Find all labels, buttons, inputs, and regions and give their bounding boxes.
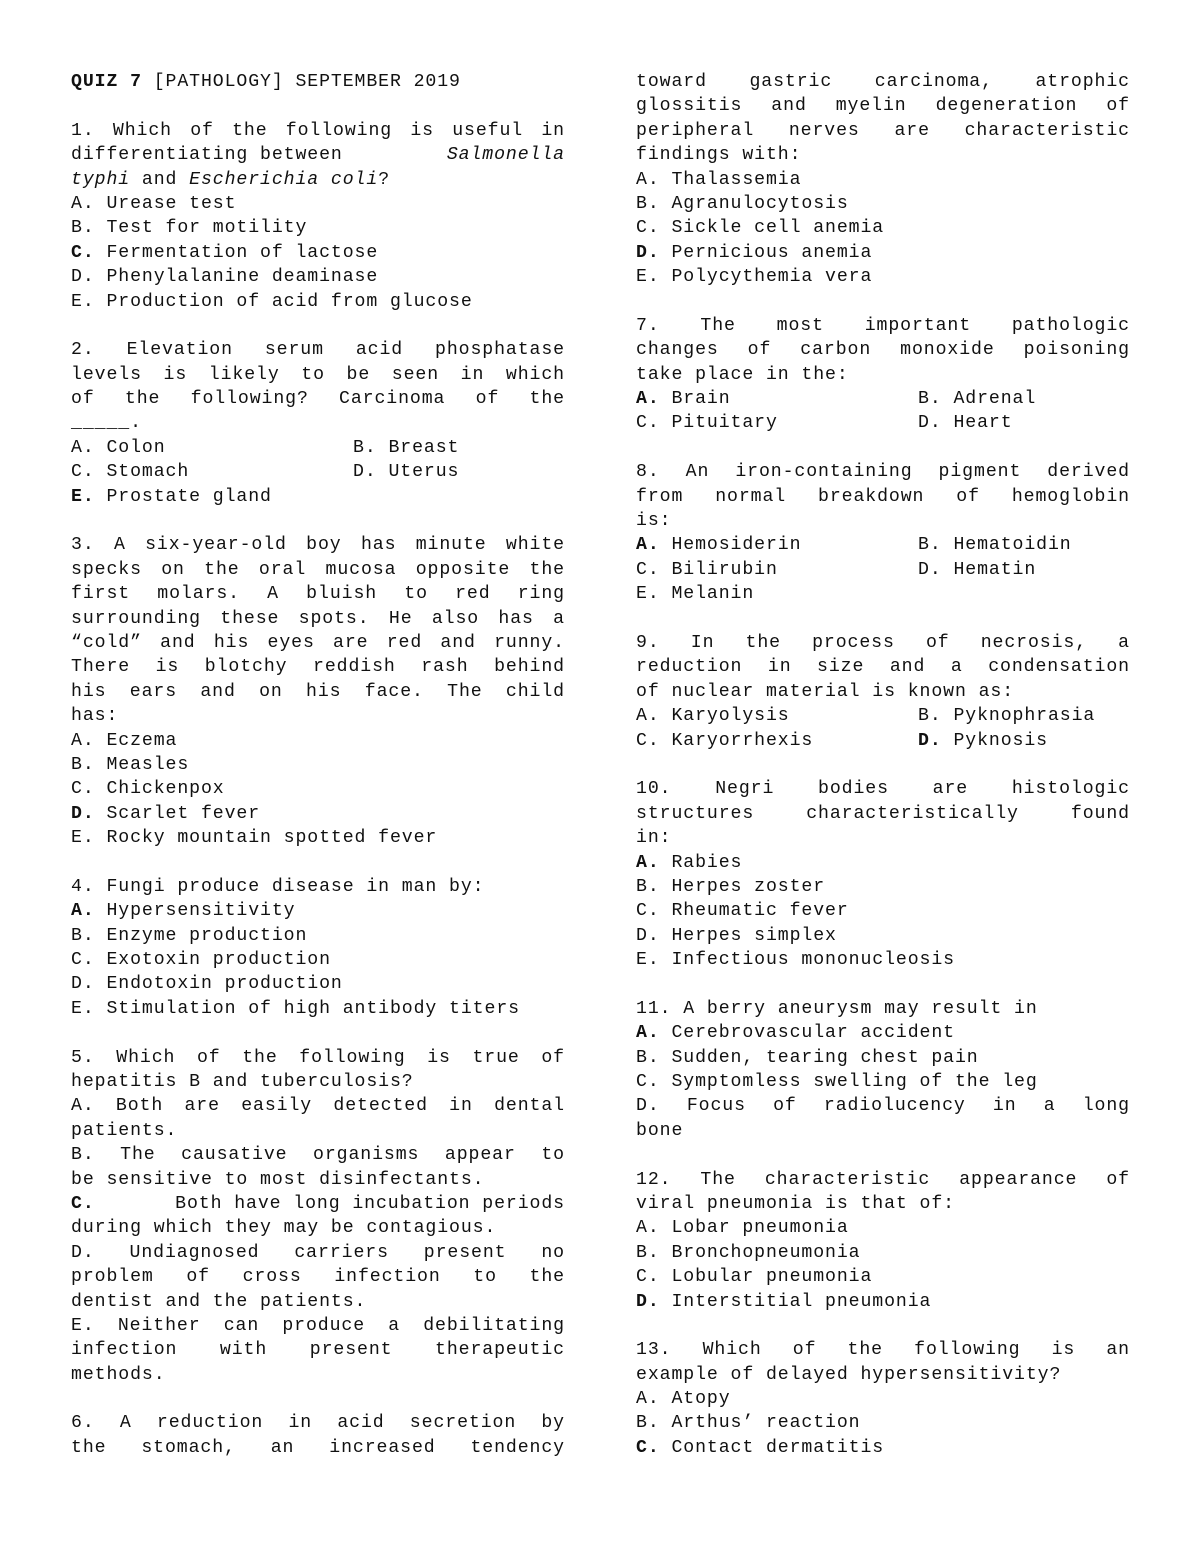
option-c: C. Sickle cell anemia (636, 218, 885, 239)
options-row (636, 558, 1130, 582)
question-text: of nuclear material is known as: (636, 681, 1015, 702)
question-8 (636, 460, 1130, 606)
question-text: first molars. A bluish to red ring (71, 584, 565, 605)
question-text: 7. The most important pathologic (636, 315, 1130, 336)
answer-letter: A. (636, 1023, 660, 1044)
options-row (636, 729, 1130, 753)
title-prefix: QUIZ 7 (71, 72, 142, 92)
option-c: C. Bilirubin (636, 559, 778, 580)
option-c: C. Rheumatic fever (636, 901, 849, 922)
option-d-answer (918, 729, 1048, 753)
question-text: the stomach, an increased tendency (71, 1437, 565, 1458)
answer-letter: E. (71, 486, 95, 507)
options-row (636, 704, 1130, 728)
option-text: Rabies (659, 852, 743, 873)
question-text: viral pneumonia is that of: (636, 1193, 955, 1214)
option-d-cont: problem of cross infection to the (71, 1267, 565, 1288)
option-a-answer (636, 387, 918, 411)
option-c-answer (636, 1436, 1130, 1460)
question-text: has: (71, 706, 119, 727)
question-2 (71, 338, 565, 509)
option-e: E. Neither can produce a debilitating (71, 1315, 565, 1336)
answer-letter: D. (636, 1291, 660, 1312)
option-text: Hemosiderin (659, 535, 802, 556)
option-d: D. Herpes simplex (636, 925, 837, 946)
options-row (636, 533, 1130, 557)
question-text: peripheral nerves are characteristic (636, 120, 1130, 141)
question-text: 5. Which of the following is true of (71, 1047, 565, 1068)
answer-letter: C. (71, 242, 95, 263)
question-text: hepatitis B and tuberculosis? (71, 1072, 414, 1093)
option-a: A. Both are easily detected in dental (71, 1096, 565, 1117)
option-c: C. Pituitary (636, 413, 778, 434)
answer-letter: C. (636, 1437, 660, 1458)
question-text: There is blotchy reddish rash behind (71, 657, 565, 678)
option-text: Prostate gland (94, 486, 272, 507)
option-c-answer (71, 241, 565, 265)
option-text: Both have long incubation periods (163, 1193, 565, 1214)
option-c: C. Lobular pneumonia (636, 1267, 873, 1288)
option-b: B. Enzyme production (71, 925, 308, 946)
option-a-answer (636, 1021, 1130, 1045)
italic-term: typhi (71, 169, 131, 190)
options-row (71, 436, 565, 460)
option-e-cont: infection with present therapeutic (71, 1340, 565, 1361)
question-text: his ears and on his face. The child (71, 681, 565, 702)
option-a: A. Lobar pneumonia (636, 1218, 849, 1239)
option-a: A. Thalassemia (636, 169, 802, 190)
option-d-answer (71, 802, 565, 826)
question-text (71, 168, 565, 192)
right-column (636, 70, 1130, 1460)
option-a: A. Urease test (71, 193, 237, 214)
option-b: B. Breast (353, 437, 460, 458)
option-text: Interstitial pneumonia (659, 1291, 932, 1312)
option-b: B. Bronchopneumonia (636, 1242, 861, 1263)
italic-term: Escherichia coli (189, 169, 379, 190)
option-d-cont: dentist and the patients. (71, 1291, 367, 1312)
question-text: glossitis and myelin degeneration of (636, 96, 1130, 117)
question-text: reduction in size and a condensation (636, 657, 1130, 678)
option-b: B. Test for motility (71, 218, 308, 239)
question-1 (71, 119, 565, 314)
option-b: B. Hematoidin (918, 535, 1072, 556)
option-b: B. Agranulocytosis (636, 193, 849, 214)
option-e-answer (71, 485, 565, 509)
option-text: Cerebrovascular accident (659, 1023, 955, 1044)
option-c-cont: during which they may be contagious. (71, 1218, 497, 1239)
option-e: E. Stimulation of high antibody titers (71, 998, 520, 1019)
question-text: changes of carbon monoxide poisoning (636, 340, 1130, 361)
question-7 (636, 314, 1130, 436)
title-rest: [PATHOLOGY] SEPTEMBER 2019 (141, 72, 461, 92)
option-c: C. Chickenpox (71, 779, 225, 800)
option-b: B. Pyknophrasia (918, 706, 1096, 727)
answer-letter: C. (71, 1193, 95, 1214)
option-e: E. Infectious mononucleosis (636, 950, 955, 971)
option-d: D. Endotoxin production (71, 974, 343, 995)
question-text: 10. Negri bodies are histologic (636, 779, 1130, 800)
options-row (636, 411, 1130, 435)
question-text: 8. An iron-containing pigment derived (636, 462, 1130, 483)
text-span: differentiating between (71, 145, 355, 166)
option-b: B. The causative organisms appear to (71, 1145, 565, 1166)
question-text: specks on the oral mucosa opposite the (71, 559, 565, 580)
question-6-part1 (71, 1411, 565, 1460)
text-span: and (130, 169, 190, 190)
option-text: Contact dermatitis (659, 1437, 885, 1458)
option-c: C. Karyorrhexis (636, 730, 814, 751)
option-d-answer (636, 241, 1130, 265)
option-b: B. Sudden, tearing chest pain (636, 1047, 979, 1068)
option-a-answer (71, 899, 565, 923)
question-4 (71, 875, 565, 1021)
option-b: B. Arthus’ reaction (636, 1413, 861, 1434)
answer-letter: A. (636, 852, 660, 873)
text-span: ? (378, 169, 391, 190)
answer-letter: A. (71, 901, 95, 922)
question-6-part2 (636, 70, 1130, 290)
question-text: 13. Which of the following is an (636, 1340, 1130, 1361)
option-a: A. Atopy (636, 1389, 731, 1410)
italic-term: Salmonella (446, 145, 565, 166)
option-a-answer (636, 851, 1130, 875)
question-13 (636, 1338, 1130, 1460)
option-b-cont: be sensitive to most disinfectants. (71, 1169, 485, 1190)
option-c: C. Exotoxin production (71, 950, 331, 971)
option-d: D. Uterus (353, 462, 460, 483)
question-text: in: (636, 828, 672, 849)
option-d-answer (636, 1290, 1130, 1314)
option-e: E. Melanin (636, 584, 755, 605)
question-text: take place in the: (636, 364, 849, 385)
question-text: levels is likely to be seen in which (71, 364, 565, 385)
option-text: Hypersensitivity (94, 901, 296, 922)
question-text: findings with: (636, 145, 802, 166)
question-text: 1. Which of the following is useful in (71, 120, 565, 141)
question-text: “cold” and his eyes are red and runny. (71, 632, 565, 653)
quiz-title (71, 70, 565, 94)
question-text: 4. Fungi produce disease in man by: (71, 876, 485, 897)
question-text: 6. A reduction in acid secretion by (71, 1413, 565, 1434)
option-b: B. Herpes zoster (636, 876, 826, 897)
question-9 (636, 631, 1130, 753)
options-row (636, 387, 1130, 411)
question-text: of the following? Carcinoma of the (71, 389, 565, 410)
option-a: A. Eczema (71, 730, 178, 751)
option-a-cont: patients. (71, 1120, 178, 1141)
answer-letter: A. (636, 535, 660, 556)
question-text: 9. In the process of necrosis, a (636, 632, 1130, 653)
option-e: E. Polycythemia vera (636, 267, 873, 288)
left-column (71, 70, 565, 1460)
answer-letter: D. (636, 242, 660, 263)
option-b: B. Measles (71, 754, 190, 775)
question-11 (636, 997, 1130, 1143)
option-d: D. Hematin (918, 559, 1037, 580)
option-a: A. Karyolysis (636, 706, 790, 727)
option-text: Pyknosis (941, 730, 1048, 751)
option-d: D. Undiagnosed carriers present no (71, 1242, 565, 1263)
option-e: E. Rocky mountain spotted fever (71, 828, 438, 849)
option-d: D. Focus of radiolucency in a long (636, 1096, 1130, 1117)
option-text: Scarlet fever (94, 803, 261, 824)
question-10 (636, 777, 1130, 972)
question-text: is: (636, 511, 672, 532)
question-3 (71, 533, 565, 850)
option-text: Fermentation of lactose (94, 242, 379, 263)
option-text: Brain (659, 389, 731, 410)
option-c: C. Symptomless swelling of the leg (636, 1072, 1038, 1093)
question-text: structures characteristically found (636, 803, 1130, 824)
question-5 (71, 1046, 565, 1387)
question-text: 3. A six-year-old boy has minute white (71, 535, 565, 556)
question-12 (636, 1168, 1130, 1314)
option-c: C. Stomach (71, 462, 190, 483)
answer-letter: A. (636, 389, 660, 410)
question-text: from normal breakdown of hemoglobin (636, 486, 1130, 507)
option-b: B. Adrenal (918, 389, 1037, 410)
option-c-answer (71, 1192, 565, 1216)
question-text: 2. Elevation serum acid phosphatase (71, 340, 565, 361)
option-d-cont: bone (636, 1120, 684, 1141)
option-text: Pernicious anemia (659, 242, 873, 263)
question-text: 12. The characteristic appearance of (636, 1169, 1130, 1190)
question-text: toward gastric carcinoma, atrophic (636, 72, 1130, 92)
question-text: 11. A berry aneurysm may result in (636, 998, 1038, 1019)
option-d: D. Phenylalanine deaminase (71, 267, 379, 288)
options-row (71, 460, 565, 484)
option-a-answer (636, 533, 918, 557)
question-text: surrounding these spots. He also has a (71, 608, 565, 629)
question-text (71, 143, 565, 167)
option-d: D. Heart (918, 413, 1013, 434)
answer-letter: D. (918, 730, 942, 751)
option-e: E. Production of acid from glucose (71, 291, 473, 312)
question-text: _____. (71, 413, 142, 434)
answer-letter: D. (71, 803, 95, 824)
question-text: example of delayed hypersensitivity? (636, 1364, 1062, 1385)
option-a: A. Colon (71, 437, 166, 458)
option-e-cont: methods. (71, 1364, 166, 1385)
